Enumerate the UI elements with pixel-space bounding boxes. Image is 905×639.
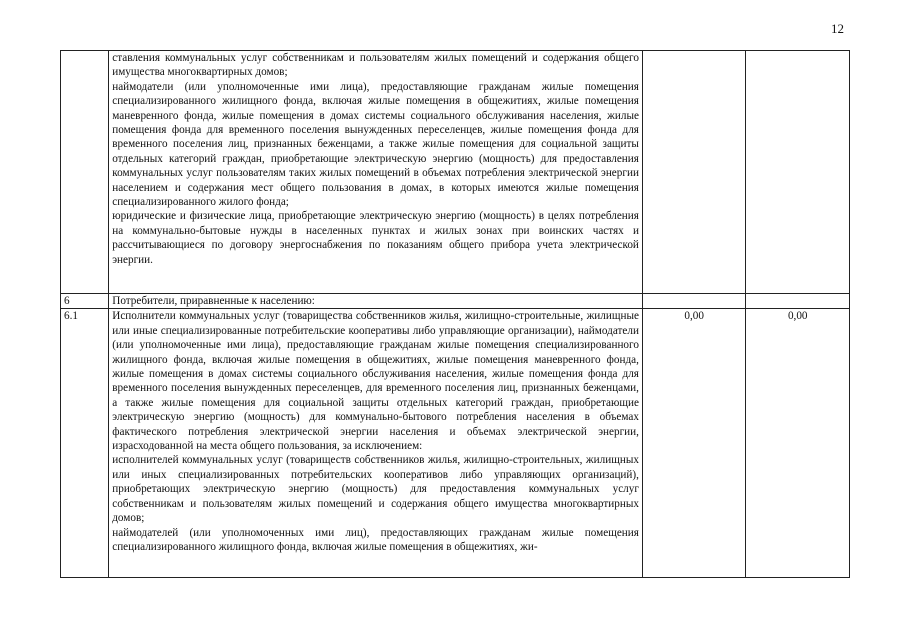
- value-cell-1: 0,00: [642, 309, 746, 578]
- row-text-cell: [109, 309, 643, 578]
- paragraph: наймодателей (или уполномоченных ими лиц), предоставляющих гражданам жилые помещения специализированного жилищного фонда, включая жилые помещения в общежитиях, жи-: [112, 526, 639, 553]
- paragraph: ставления коммунальных услуг собственникам и пользователям жилых помещений и содержания общего имущества многоквартирных домов;: [112, 52, 639, 79]
- row-number-cell: [61, 51, 109, 294]
- page-number: 12: [831, 21, 844, 36]
- paragraph: исполнителей коммунальных услуг (товариществ собственников жилья, жилищно-строительных, жилищных или иных специализированных потребительских кооперативов либо управляющих организаций), приобретающих электрическую энергию (мощность) для предоставления коммунальных услуг собственникам и пользователям жилых помещений и содержания общего имущества многоквартирных домов;: [112, 454, 639, 525]
- table-row: [61, 294, 850, 309]
- value-cell-1: [642, 294, 746, 309]
- tariff-table: [60, 50, 850, 578]
- value-cell-2: [746, 51, 850, 294]
- row-text-cell: [109, 294, 643, 309]
- value-cell-1: [642, 51, 746, 294]
- paragraph: юридические и физические лица, приобретающие электрическую энергию (мощность) в целях потребления на коммунально-бытовые нужды в населенных пунктах и жилых зонах при воинских частях и рассчитывающиеся по договору энергоснабжения по показаниям общего прибора учета электрической энергии.: [112, 210, 639, 266]
- paragraph: наймодатели (или уполномоченные ими лица), предоставляющие гражданам жилые помещения специализированного жилищного фонда, включая жилые помещения в общежитиях, жилые помещения маневренного фонда, жилые помещения в домах системы социального обслуживания населения, жилые помещения фонда для временного поселения вынужденных переселенцев, жилые помещения фонда для временного поселения лиц, признанных беженцами, а также жилые помещения для социальной защиты отдельных категорий граждан, приобретающие электрическую энергию (мощность) для предоставления коммунальных услуг пользователям таких жилых помещений в объемах потребления электрической энергии населением и содержания мест общего пользования в домах, в которых имеются жилые помещения специализированного жилого фонда;: [112, 80, 639, 209]
- paragraph: Исполнители коммунальных услуг (товарищества собственников жилья, жилищно-строительные, жилищные или иные специализированные потребительские кооперативы либо управляющие организации), наймодатели (или уполномоченные ими лица), предоставляющие гражданам жилые помещения специализированного жилищного фонда, включая жилые помещения в общежитиях, жилые помещения маневренного фонда, жилые помещения в домах системы социального обслуживания населения, жилые помещения фонда для временного поселения вынужденных переселенцев, для временного поселения лиц, признанных беженцами, а также жилые помещения для социальной защиты отдельных категорий граждан, приобретающие электрическую энергию (мощность) для коммунально-бытового потребления населения в объемах фактического потребления электрической энергии населения и объемах электрической энергии, израсходованной на места общего пользования, за исключением:: [112, 310, 639, 453]
- value-cell-2: [746, 294, 850, 309]
- value-cell-2: 0,00: [746, 309, 850, 578]
- paragraph: Потребители, приравненные к населению:: [112, 295, 315, 307]
- row-number-cell: 6.1: [61, 309, 109, 578]
- table-row: [61, 51, 850, 294]
- row-text-cell: [109, 51, 643, 294]
- table-row: [61, 309, 850, 578]
- row-number-cell: 6: [61, 294, 109, 309]
